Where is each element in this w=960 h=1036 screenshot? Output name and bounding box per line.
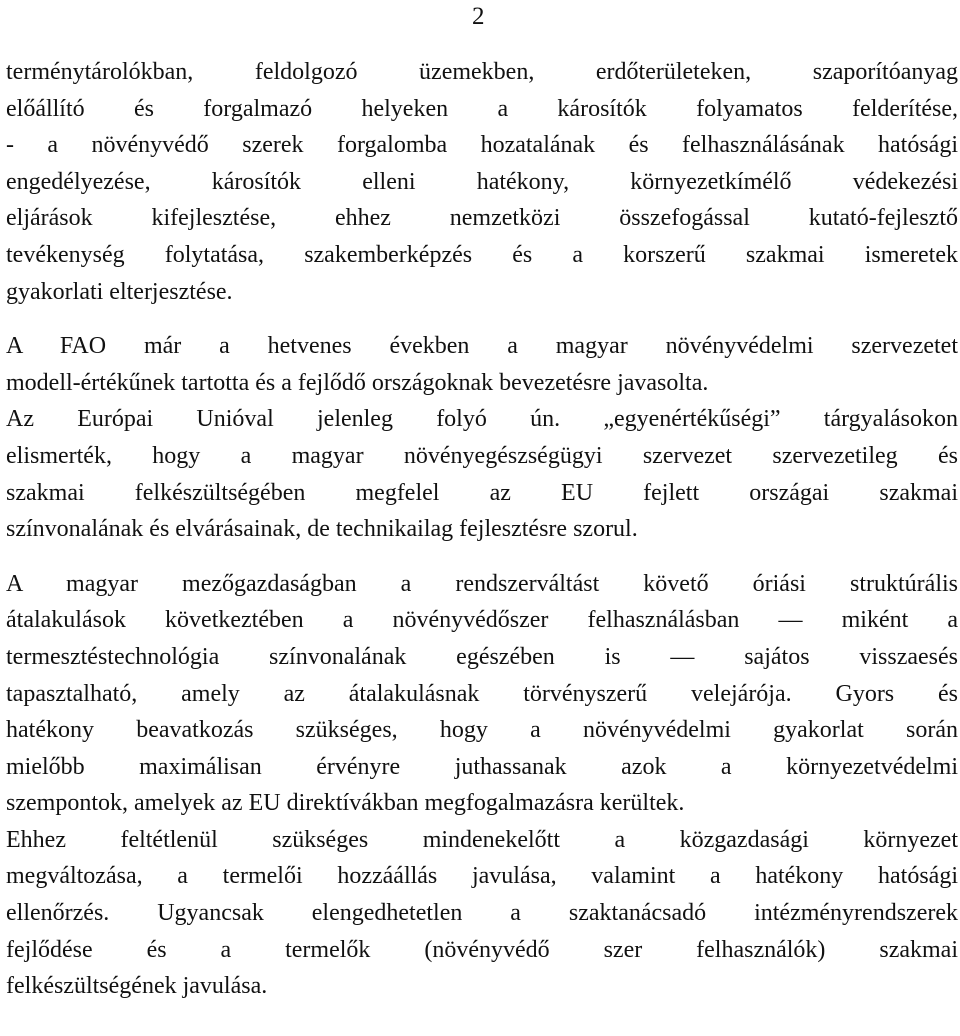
text-line: szempontok, amelyek az EU direktívákban megfogalmazásra kerültek. (6, 790, 685, 817)
text-line: modell-értékűnek tartotta és a fejlődő országoknak bevezetésre javasolta. (6, 369, 709, 396)
text-line: terménytárolókban, feldolgozó üzemekben, erdőterületeken, szaporítóanyag (6, 59, 958, 85)
text-line: hatékony beavatkozás szükséges, hogy a növényvédelmi gyakorlat során (6, 717, 958, 744)
document-body (6, 54, 958, 1005)
text-line: elismerték, hogy a magyar növényegészségügyi szervezet szervezetileg és (6, 442, 958, 469)
paragraph-2 (6, 328, 958, 548)
page-number: 2 (472, 3, 485, 30)
text-line: mielőbb maximálisan érvényre juthassanak azok a környezetvédelmi (6, 753, 958, 780)
text-line: gyakorlati elterjesztése. (6, 278, 233, 305)
text-line: ellenőrzés. Ugyancsak elengedhetetlen a szaktanácsadó intézményrendszerek (6, 900, 958, 927)
paragraph-1 (6, 54, 958, 310)
text-line: A FAO már a hetvenes években a magyar növényvédelmi szervezetet (6, 333, 958, 360)
paragraph-3 (6, 566, 958, 1005)
text-line: eljárások kifejlesztése, ehhez nemzetközi összefogással kutató-fejlesztő (6, 205, 958, 232)
text-line: engedélyezése, károsítók elleni hatékony, környezetkímélő védekezési (6, 168, 958, 195)
paragraph-gap (6, 548, 958, 566)
text-line: színvonalának és elvárásainak, de technikailag fejlesztésre szorul. (6, 516, 638, 543)
text-line: tevékenység folytatása, szakemberképzés és a korszerű szakmai ismeretek (6, 241, 958, 268)
text-line: Ehhez feltétlenül szükséges mindenekelőtt a közgazdasági környezet (6, 826, 958, 853)
text-line: - a növényvédő szerek forgalomba hozatalának és felhasználásának hatósági (6, 132, 958, 159)
text-line: A magyar mezőgazdaságban a rendszerváltást követő óriási struktúrális (6, 570, 958, 597)
text-line: Az Európai Unióval jelenleg folyó ún. „egyenértékűségi” tárgyalásokon (6, 406, 958, 433)
text-line: felkészültségének javulása. (6, 973, 268, 1000)
text-line: termesztéstechnológia színvonalának egészében is — sajátos visszaesés (6, 643, 958, 670)
text-line: átalakulások következtében a növényvédőszer felhasználásban — miként a (6, 607, 958, 634)
text-line: szakmai felkészültségében megfelel az EU fejlett országai szakmai (6, 479, 958, 506)
text-line: tapasztalható, amely az átalakulásnak törvényszerű velejárója. Gyors és (6, 680, 958, 707)
paragraph-gap (6, 310, 958, 328)
text-line: megváltozása, a termelői hozzáállás javulása, valamint a hatékony hatósági (6, 863, 958, 890)
text-line: fejlődése és a termelők (növényvédő szer felhasználók) szakmai (6, 936, 958, 963)
text-line: előállító és forgalmazó helyeken a károsítók folyamatos felderítése, (6, 95, 958, 122)
